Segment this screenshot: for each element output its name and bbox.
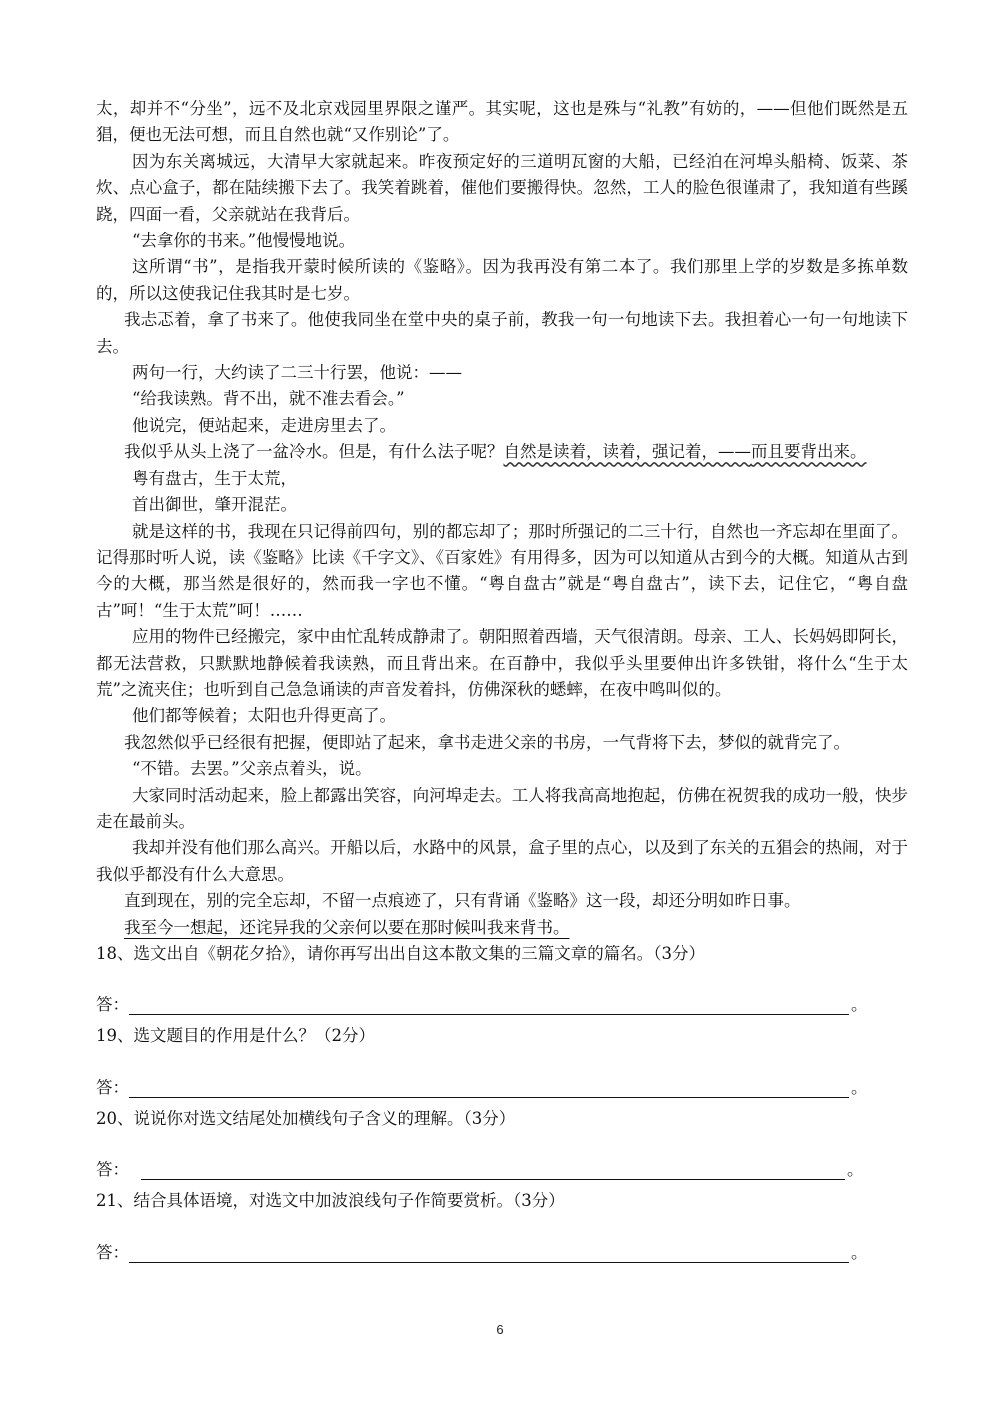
paragraph-8: 他说完，便站起来，走进房里去了。 bbox=[132, 415, 396, 435]
answer-label: 答： bbox=[96, 1077, 129, 1097]
answer-end-mark: 。 bbox=[847, 1160, 864, 1180]
answer-line-19[interactable] bbox=[129, 1075, 849, 1098]
wavy-underlined-sentence: 自然是读着，读着，强记着，——而且要背出来。 bbox=[503, 442, 867, 462]
question-18: 18、选文出自《朝花夕拾》，请你再写出出自这本散文集的三篇文章的篇名。（3分） bbox=[96, 944, 705, 963]
paragraph-7: “给我读熟。背不出，就不准去看会。” bbox=[132, 389, 405, 409]
paragraph-17: 大家同时活动起来，脸上都露出笑容，向河埠走去。工人将我高高地抱起，仿佛在祝贺我的成功一般，快步走在最前头。 bbox=[96, 785, 908, 831]
paragraph-18: 我却并没有他们那么高兴。开船以后，水路中的风景，盒子里的点心，以及到了东关的五猖会的热闹，对于我似乎都没有什么大意思。 bbox=[96, 838, 908, 884]
paragraph-15: 我忽然似乎已经很有把握，便即站了起来，拿书走进父亲的书房，一气背将下去，梦似的就背完了。 bbox=[124, 732, 850, 752]
paragraph-19: 直到现在，别的完全忘却，不留一点痕迹了，只有背诵《鉴略》这一段，却还分明如昨日事。 bbox=[124, 891, 801, 911]
question-20: 20、说说你对选文结尾处加横线句子含义的理解。（3分） bbox=[96, 1108, 516, 1128]
paragraph-2: 因为东关离城远，大清早大家就起来。昨夜预定好的三道明瓦窗的大船，已经泊在河埠头船椅、饭菜、茶炊、点心盒子，都在陆续搬下去了。我笑着跳着，催他们要搬得快。忽然，工人的脸色很谨肃了，我知道有些蹊跷，四面一看，父亲就站在我背后。 bbox=[96, 151, 908, 224]
answer-end-mark: 。 bbox=[851, 1077, 868, 1097]
question-21: 21、结合具体语境，对选文中加波浪线句子作简要赏析。（3分） bbox=[96, 1191, 565, 1211]
answer-line-20[interactable] bbox=[141, 1157, 845, 1180]
reading-passage bbox=[96, 96, 908, 1263]
paragraph-3: “去拿你的书来。”他慢慢地说。 bbox=[132, 231, 356, 251]
page-number: 6 bbox=[496, 1322, 504, 1337]
answer-line-18[interactable] bbox=[129, 992, 849, 1015]
answer-line-21[interactable] bbox=[129, 1240, 849, 1263]
paragraph-5: 我忐忑着，拿了书来了。他使我同坐在堂中央的桌子前，教我一句一句地读下去。我担着心一句一句地读下去。 bbox=[96, 310, 908, 356]
answer-end-mark: 。 bbox=[851, 1242, 868, 1262]
paragraph-9 bbox=[96, 439, 908, 465]
answer-19 bbox=[96, 1050, 908, 1098]
answer-end-mark: 。 bbox=[851, 995, 868, 1015]
paragraph-14: 他们都等候着；太阳也升得更高了。 bbox=[132, 706, 396, 726]
paragraph-4: 这所谓“书”，是指我开蒙时候所读的《鉴略》。因为我再没有第二本了。我们那里上学的岁数是多拣单数的，所以这使我记住我其时是七岁。 bbox=[96, 257, 908, 303]
paragraph-20 bbox=[96, 915, 908, 941]
question-section bbox=[96, 941, 908, 1263]
paragraph-6: 两句一行，大约读了二三十行罢，他说：—— bbox=[132, 363, 462, 383]
answer-label: 答： bbox=[96, 995, 129, 1015]
answer-21 bbox=[96, 1215, 908, 1263]
answer-label: 答： bbox=[96, 1160, 129, 1180]
verse-line-1: 粤有盘古，生于太荒， bbox=[132, 468, 297, 488]
paragraph-13: 应用的物件已经搬完，家中由忙乱转成静肃了。朝阳照着西墙，天气很清朗。母亲、工人、长妈妈即阿长，都无法营救，只默默地静候着我读熟，而且背出来。在百静中，我似乎头里要伸出许多铁钳，将什么“生于太荒”之流夹住；也听到自己急急诵读的声音发着抖，仿佛深秋的蟋蟀，在夜中鸣叫似的。 bbox=[96, 627, 908, 699]
answer-label: 答： bbox=[96, 1242, 129, 1262]
question-19: 19、选文题目的作用是什么？（2分） bbox=[96, 1026, 375, 1046]
paragraph-9-lead: 我似乎从头上浇了一盆冷水。但是，有什么法子呢？ bbox=[124, 442, 504, 462]
underlined-ending-sentence: 我至今一想起，还诧异我的父亲何以要在那时候叫我来背书。 bbox=[124, 917, 570, 937]
paragraph-16: “不错。去罢。”父亲点着头，说。 bbox=[132, 759, 372, 779]
answer-20 bbox=[96, 1132, 908, 1180]
paragraph-12: 就是这样的书，我现在只记得前四句，别的都忘却了；那时所强记的二三十行，自然也一齐忘却在里面了。记得那时听人说，读《鉴略》比读《千字文》、《百家姓》有用得多，因为可以知道从古到今的大概。知道从古到今的大概，那当然是很好的，然而我一字也不懂。“粤自盘古”就是“粤自盘古”，读下去，记住它，“粤自盘古”呵！“生于太荒”呵！…… bbox=[96, 521, 908, 620]
verse-line-2: 首出御世，肇开混茫。 bbox=[132, 495, 297, 515]
answer-18 bbox=[96, 967, 908, 1015]
paragraph-1: 太，却并不“分坐”，远不及北京戏园里界限之谨严。其实呢，这也是殊与“礼教”有妨的，——但他们既然是五猖，便也无法可想，而且自然也就“又作别论”了。 bbox=[96, 99, 908, 145]
